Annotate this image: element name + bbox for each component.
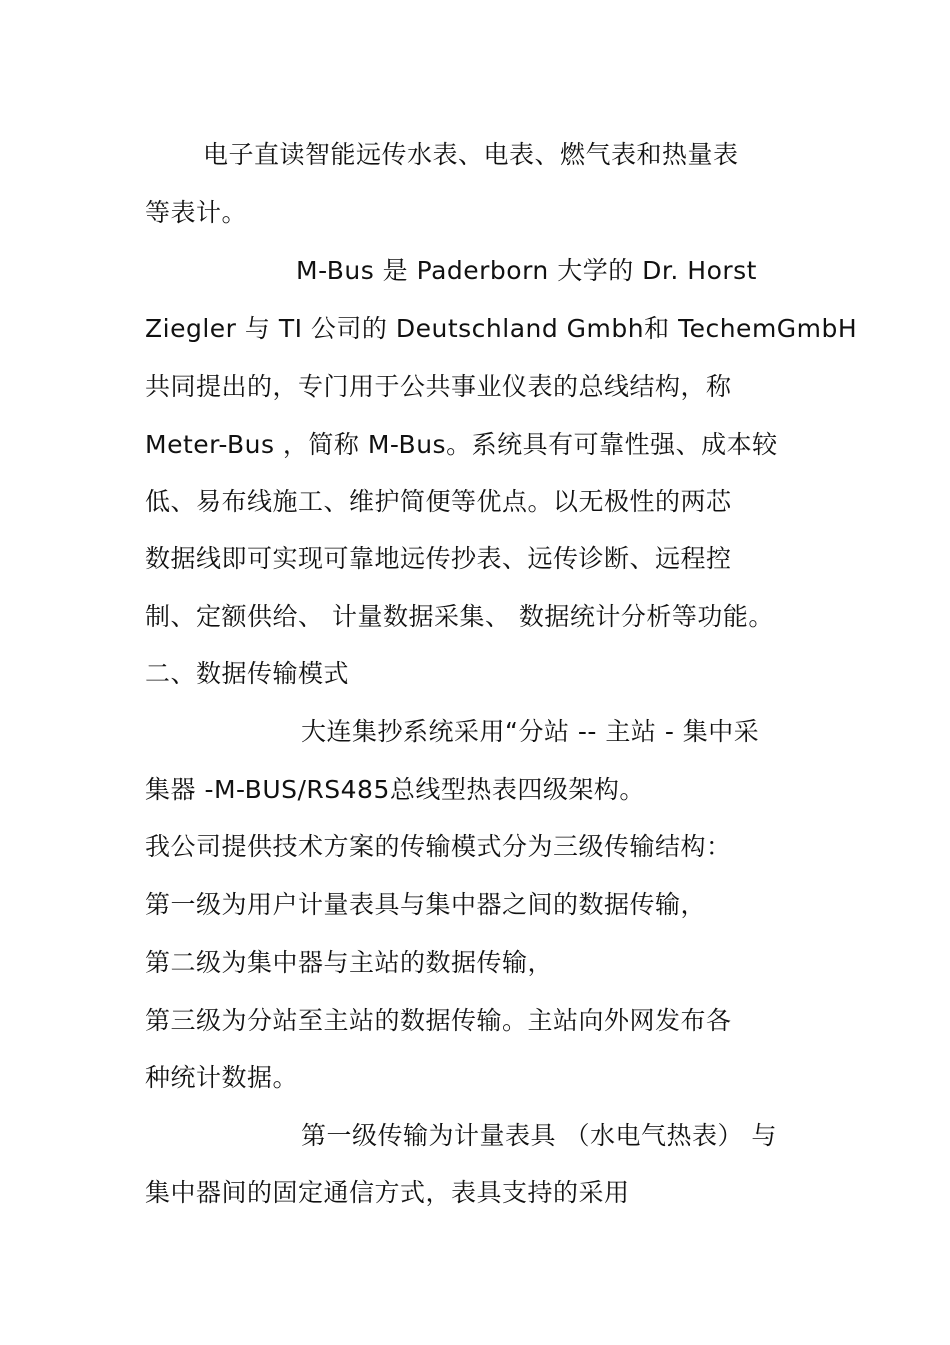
text-line: 低、易布线施工、维护简便等优点。以无极性的两芯 [145, 487, 732, 516]
section-heading: 二、数据传输模式 [145, 659, 350, 688]
text-line: 数据线即可实现可靠地远传抄表、远传诊断、远程控 [145, 544, 732, 573]
text-line: 集中器间的固定通信方式，表具支持的采用 [145, 1178, 630, 1207]
text-line: 第一级为用户计量表具与集中器之间的数据传输， [145, 890, 707, 919]
text-line: M-Bus 是 Paderborn 大学的 Dr. Horst [296, 256, 757, 285]
text-line: 第三级为分站至主站的数据传输。主站向外网发布各 [145, 1006, 732, 1035]
text-line: 集器 -M-BUS/RS485总线型热表四级架构。 [145, 775, 645, 804]
text-line: 大连集抄系统采用“分站 -- 主站 - 集中采 [301, 717, 760, 746]
text-line: 等表计。 [145, 198, 248, 227]
text-line: 种统计数据。 [145, 1063, 299, 1092]
text-line: 电子直读智能远传水表、电表、燃气表和热量表 [203, 140, 739, 169]
text-line: 共同提出的，专门用于公共事业仪表的总线结构，称 [145, 372, 732, 401]
text-line: 第二级为集中器与主站的数据传输， [145, 948, 554, 977]
text-line: 制、定额供给、 计量数据采集、 数据统计分析等功能。 [145, 602, 774, 631]
text-line: 第一级传输为计量表具 （水电气热表） 与 [301, 1121, 777, 1150]
text-line: Ziegler 与 TI 公司的 Deutschland Gmbh和 TechemGmbH [145, 314, 858, 343]
text-line: Meter-Bus ，简称 M-Bus。系统具有可靠性强、成本较 [145, 430, 778, 459]
text-line: 我公司提供技术方案的传输模式分为三级传输结构： [145, 832, 732, 861]
